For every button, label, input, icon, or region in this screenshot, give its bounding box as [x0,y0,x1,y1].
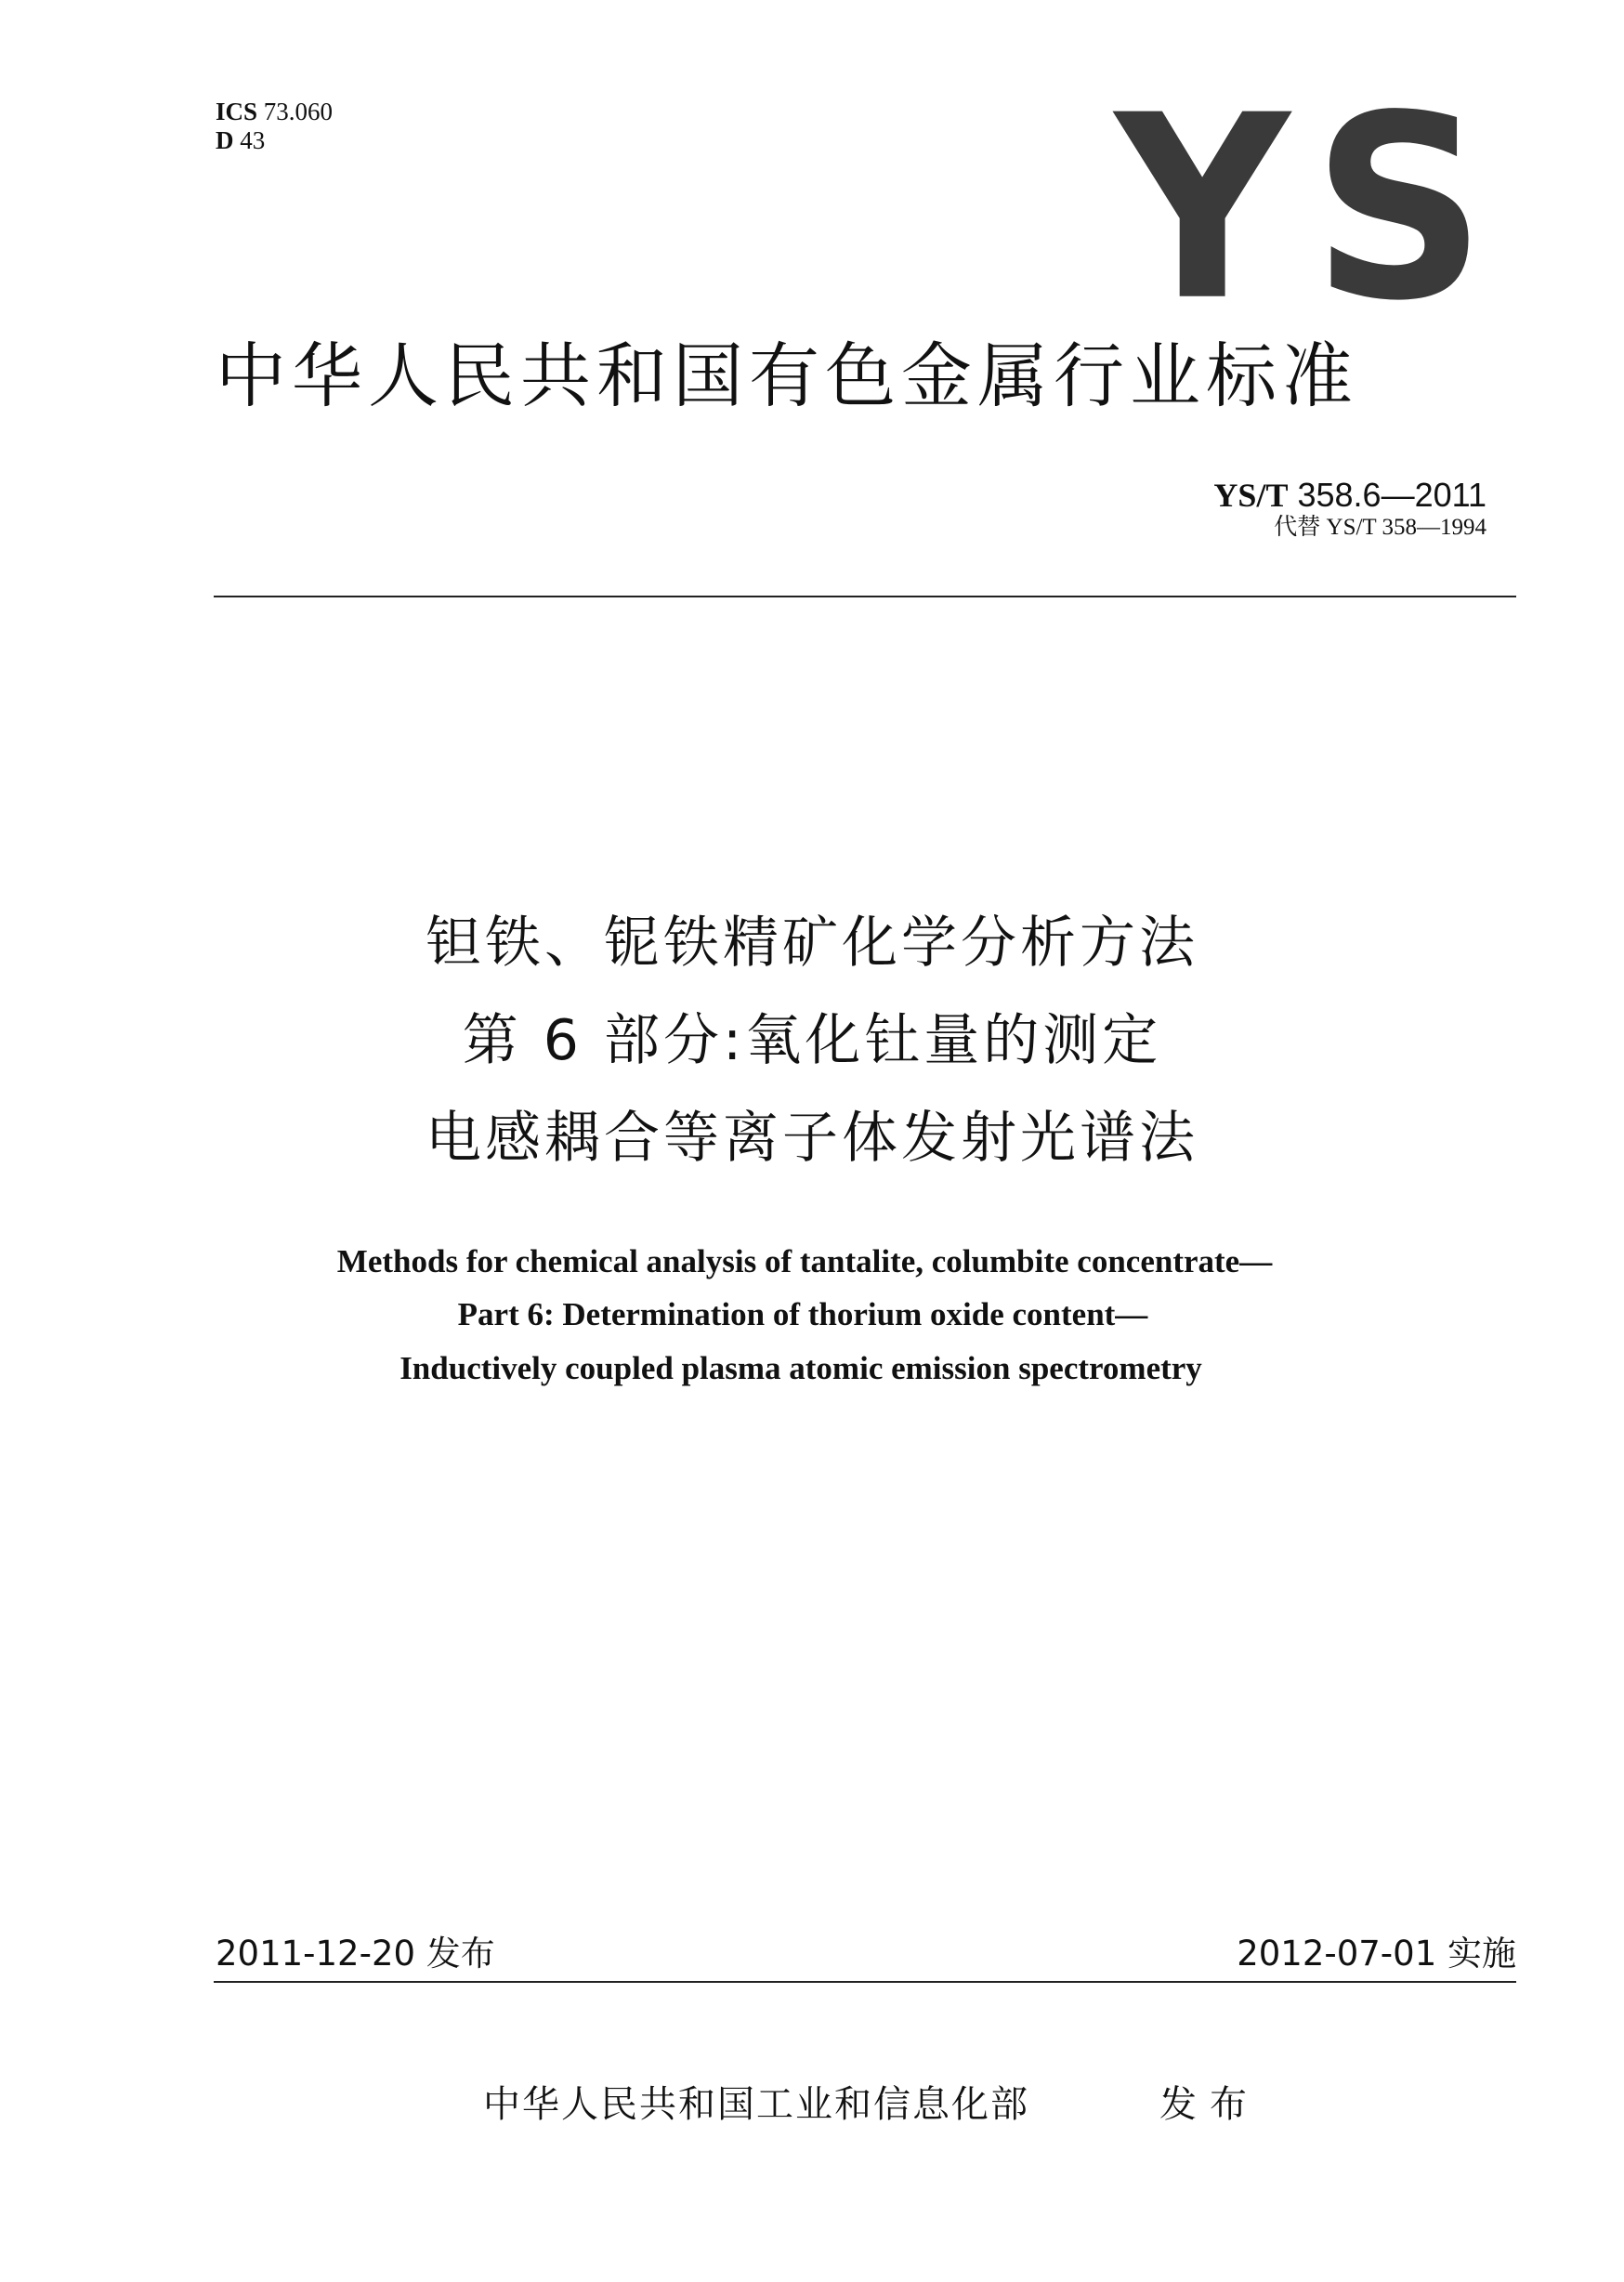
issue-date: 2011-12-20 发布 [216,1934,495,1974]
title-cn-line-2: 第 6 部分:氧化钍量的测定 [462,1008,1162,1073]
publisher-name: 中华人民共和国工业和信息化部 [483,2083,1029,2126]
standard-number-prefix: YS/T [1213,477,1289,514]
header-divider [214,596,1516,597]
implementation-date: 2012-07-01 实施 [1237,1934,1516,1974]
title-cn-line-1: 钽铁、铌铁精矿化学分析方法 [426,911,1198,976]
ccs-classification [216,126,265,154]
ccs-value: 43 [240,126,266,154]
title-cn-line-3: 电感耦合等离子体发射光谱法 [426,1106,1198,1171]
title-en-line-1: Methods for chemical analysis of tantalite, columbite concentrate— [336,1243,1273,1279]
authority-title: 中华人民共和国有色金属行业标准 [216,334,1358,417]
replaces-standard: 代替 YS/T 358—1994 [1274,515,1486,540]
ics-label: ICS [216,98,258,125]
footer-divider [214,1981,1516,1983]
title-en-line-2: Part 6: Determination of thorium oxide content— [457,1296,1148,1332]
standard-number [1213,476,1486,515]
ys-logo: YS [1115,61,1509,357]
ics-value: 73.060 [263,98,334,125]
ics-classification [216,98,333,125]
ccs-label: D [216,126,234,154]
title-en-line-3: Inductively coupled plasma atomic emission spectrometry [399,1350,1202,1386]
publisher-verb: 发布 [1159,2083,1260,2126]
standard-number-value: 358.6—2011 [1297,476,1486,514]
